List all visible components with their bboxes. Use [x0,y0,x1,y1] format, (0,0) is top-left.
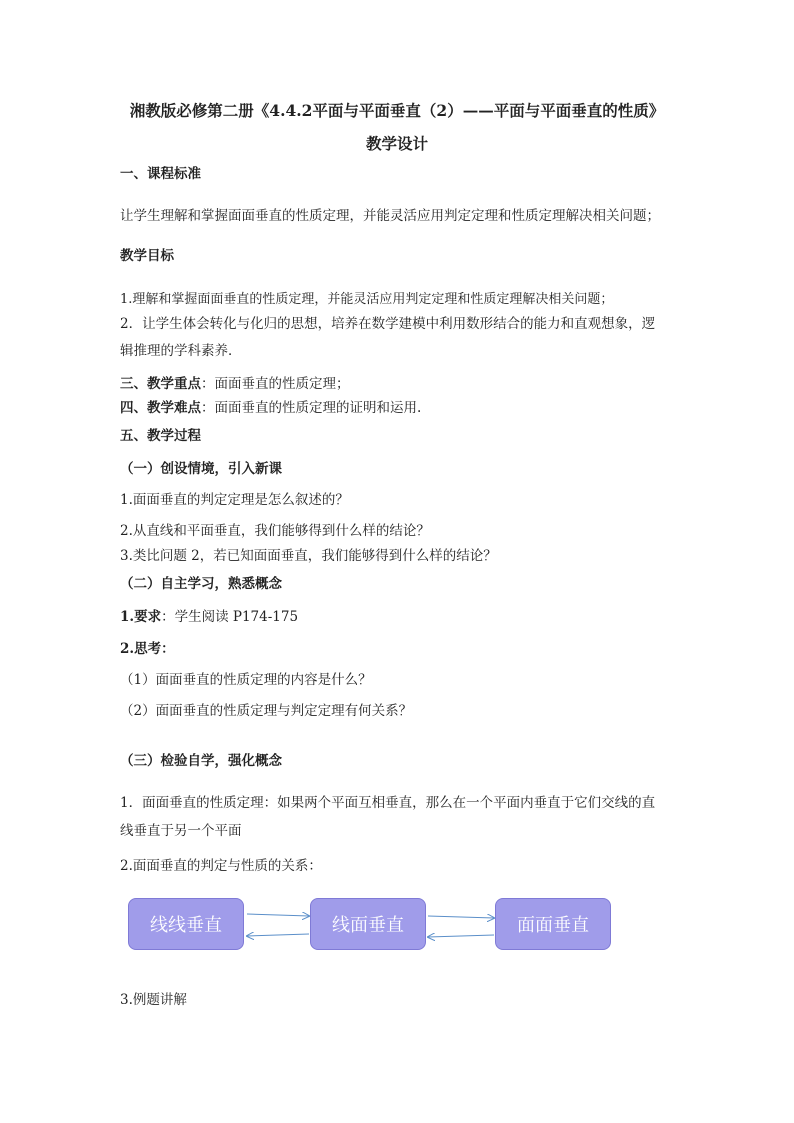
process-1-question-2: 2.从直线和平面垂直，我们能够得到什么样的结论？ [120,523,430,539]
process-1-question-3: 3.类比问题 2，若已知面面垂直，我们能够得到什么样的结论？ [120,548,497,564]
arrow-box1-to-box2 [247,914,309,916]
theorem-line2: 线垂直于另一个平面 [120,823,242,839]
process-heading-3: （三）检验自学，强化概念 [120,753,282,769]
requirement-label: 1.要求 [120,609,162,625]
process-heading-2: （二）自主学习，熟悉概念 [120,576,282,592]
example-heading: 3.例题讲解 [120,992,187,1008]
requirement-text: ：学生阅读 P174-175 [161,609,299,625]
process-1-question-1: 1.面面垂直的判定定理是怎么叙述的？ [120,492,349,508]
process-2-think: 2.思考： [120,641,175,657]
section-heading-objectives: 教学目标 [120,248,174,264]
diagram-box-line-plane: 线面垂直 [310,898,426,950]
arrow-box2-to-box3 [428,916,494,918]
curriculum-text: 让学生理解和掌握面面垂直的性质定理，并能灵活应用判定定理和性质定理解决相关问题； [120,208,660,224]
relation-heading: 2.面面垂直的判定与性质的关系： [120,858,322,874]
think-question-2: （2）面面垂直的性质定理与判定定理有何关系？ [120,703,413,719]
document-title-line1: 湘教版必修第二册《4.4.2平面与平面垂直（2）——平面与平面垂直的性质》 [129,101,665,120]
difficulty-label: 四、教学难点 [120,400,201,416]
think-question-1: （1）面面垂直的性质定理的内容是什么？ [120,672,372,688]
diagram-box-plane-plane: 面面垂直 [495,898,611,950]
arrow-box2-to-box1 [247,934,309,936]
document-title-line2: 教学设计 [365,134,428,153]
process-heading-1: （一）创设情境，引入新课 [120,461,282,477]
section-heading-curriculum: 一、课程标准 [120,166,201,182]
difficulty-text: ：面面垂直的性质定理的证明和运用. [201,400,422,416]
diagram-box-line-line: 线线垂直 [128,898,244,950]
arrow-box3-to-box2 [428,935,494,937]
key-point-label: 三、教学重点 [120,376,201,392]
objective-item-2-line2: 辑推理的学科素养． [120,343,242,359]
section-heading-process: 五、教学过程 [120,428,201,444]
objective-item-2-line1: 2．让学生体会转化与化归的思想，培养在数学建模中利用数形结合的能力和直观想象，逻 [120,316,656,332]
objective-item-1: 1.理解和掌握面面垂直的性质定理，并能灵活应用判定定理和性质定理解决相关问题； [120,292,614,307]
theorem-line1: 1．面面垂直的性质定理：如果两个平面互相垂直，那么在一个平面内垂直于它们交线的直 [120,795,656,811]
key-point-text: ：面面垂直的性质定理； [201,376,350,392]
